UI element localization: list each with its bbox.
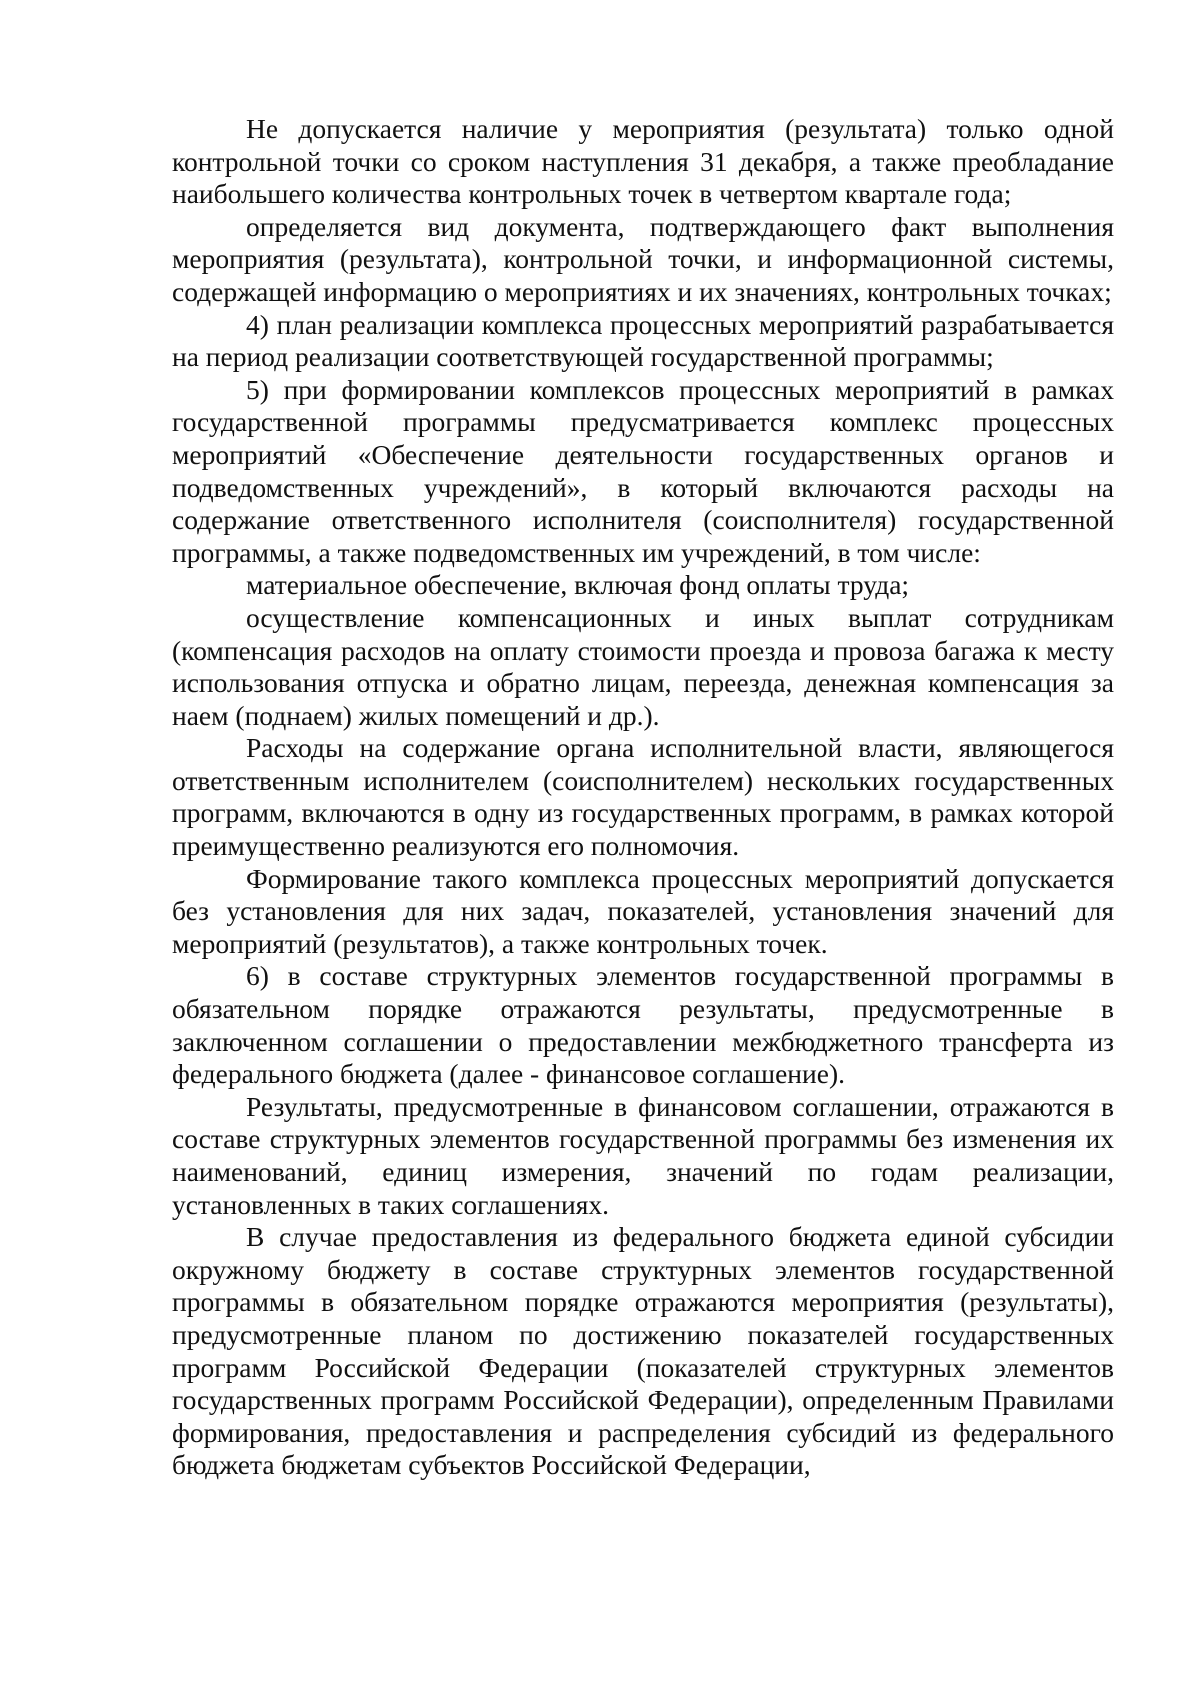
paragraph-item-4: 4) план реализации комплекса процессных мероприятий разрабатывается на период реализации соответствующей государственной программы; — [172, 308, 1114, 373]
paragraph-item-5: 5) при формировании комплексов процессных мероприятий в рамках государственной программы предусматривается комплекс процессных мероприятий «Обеспечение деятельности государственных органов и подведомственных учреждений», в который включаются расходы на содержание ответственного исполнителя (соисполнителя) государственной программы, а также подведомственных им учреждений, в том числе: — [172, 373, 1114, 568]
paragraph-financial-agreement-results: Результаты, предусмотренные в финансовом соглашении, отражаются в составе структурных элементов государственной программы без изменения их наименований, единиц измерения, значений по годам реализации, установленных в таких соглашениях. — [172, 1090, 1114, 1220]
document-body — [172, 113, 1114, 1482]
paragraph-compensation-payments: осуществление компенсационных и иных выплат сотрудникам (компенсация расходов на оплату стоимости проезда и провоза багажа к месту использования отпуска и обратно лицам, переезда, денежная компенсация за наем (поднаем) жилых помещений и др.). — [172, 601, 1114, 731]
paragraph-document-type: определяется вид документа, подтверждающего факт выполнения мероприятия (результата), контрольной точки, и информационной системы, содержащей информацию о мероприятиях и их значениях, контрольных точках; — [172, 210, 1114, 307]
paragraph-item-6: 6) в составе структурных элементов государственной программы в обязательном порядке отражаются результаты, предусмотренные в заключенном соглашении о предоставлении межбюджетного трансферта из федерального бюджета (далее - финансовое соглашение). — [172, 960, 1114, 1090]
paragraph-material-support: материальное обеспечение, включая фонд оплаты труда; — [246, 569, 910, 601]
paragraph-executive-body-expenses: Расходы на содержание органа исполнительной власти, являющегося ответственным исполнителем (соисполнителем) нескольких государственных программ, включаются в одну из государственных программ, в рамках которой преимущественно реализуются его полномочия. — [172, 732, 1114, 862]
paragraph-control-point-restriction: Не допускается наличие у мероприятия (результата) только одной контрольной точки со сроком наступления 31 декабря, а также преобладание наибольшего количества контрольных точек в четвертом квартале года; — [172, 113, 1114, 210]
paragraph-complex-formation: Формирование такого комплекса процессных мероприятий допускается без установления для них задач, показателей, установления значений для мероприятий (результатов), а также контрольных точек. — [172, 862, 1114, 959]
paragraph-single-subsidy: В случае предоставления из федерального бюджета единой субсидии окружному бюджету в составе структурных элементов государственной программы в обязательном порядке отражаются мероприятия (результаты), предусмотренные планом по достижению показателей государственных программ Российской Федерации (показателей структурных элементов государственных программ Российской Федерации), определенным Правилами формирования, предоставления и распределения субсидий из федерального бюджета бюджетам субъектов Российской Федерации, — [172, 1221, 1114, 1481]
